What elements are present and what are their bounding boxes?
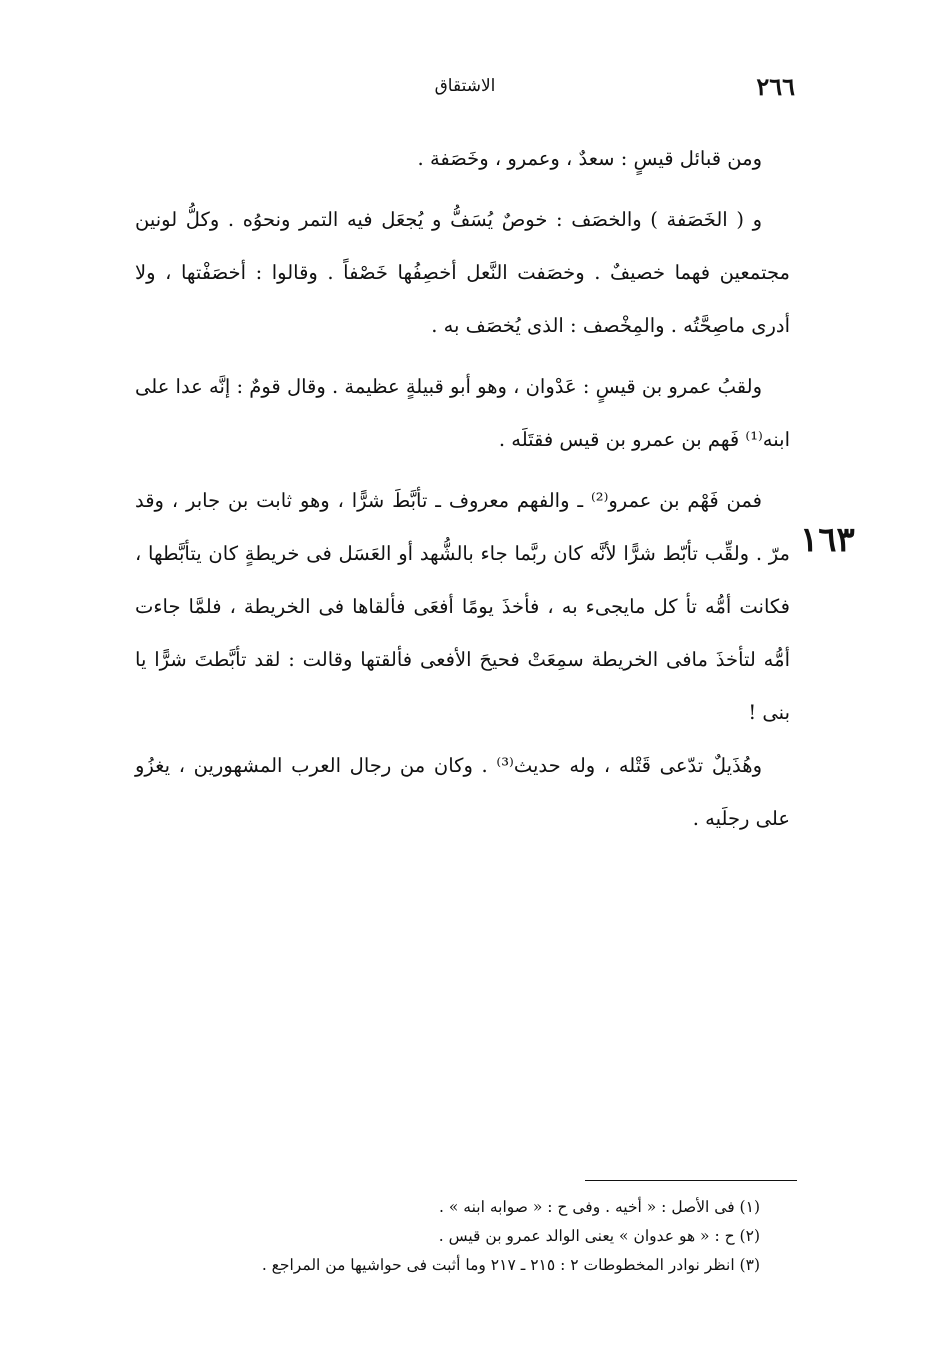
body-text bbox=[135, 132, 790, 845]
footnotes bbox=[120, 1193, 760, 1280]
paragraph-taabbata-sharran: فمن فَهْم بن عمرو⁽²⁾ ـ والفهم معروف ـ تأبَّطَ شرًّا ، وهو ثابت بن جابر ، وقد مرّ . ولقِّب تأبّط شرًّا لأنَّه كان ربَّما جاء بالشُّهد أو العَسَل فى خريطةٍ كان يتأبَّطها ، فكانت أمُّه تأ كل مايجىء به ، فأخذَ يومًا أفعَى فألقاها فى الخريطة ، فلمَّا جاءت أمُّه لتأخذَ مافى الخريطة سمِعَتْ فحيحَ الأفعى فألقتها وقالت : لقد تأبَّطتَ شرًّا يا بنى ! bbox=[135, 489, 790, 724]
paragraph-khasafa: و ( الخَصَفة ) والخصَف : خوصٌ يُسَفُّ و يُجعَل فيه التمر ونحوُه . وكلُّ لونين مجتمعين فهما خصيفٌ . وخصَفت النَّعل أخصِفُها خَصْفاً . وقالوا : أخصَفْتها ، ولا أدرى ماصِحَّتُه . والمِخْصف : الذى يُخصَف به . bbox=[135, 208, 790, 337]
paragraph-hudhayl: وهُذَيلٌ تدّعى قَتْله ، وله حديث⁽³⁾ . وكان من رجال العرب المشهورين ، يغزُو على رجلَيه . bbox=[135, 754, 790, 830]
paragraph-adwan: ولقبُ عمرو بن قيسٍ : عَدْوان ، وهو أبو قبيلةٍ عظيمة . وقال قومٌ : إنَّه عدا على ابنه⁽¹⁾ فَهم بن عمرو بن قيس فقتَلَه . bbox=[134, 375, 790, 451]
running-header bbox=[135, 72, 795, 102]
footnote-3: (٣) انظر نوادر المخطوطات ٢ : ٢١٥ ـ ٢١٧ وما أثبت فى حواشيها من المراجع . bbox=[261, 1256, 760, 1274]
margin-number: ١٦٣ bbox=[800, 520, 855, 560]
footnote-1: (١) فى الأصل : « أخيه . وفى ح : « صوابه ابنه » . bbox=[439, 1198, 760, 1216]
header-title: الاشتقاق bbox=[434, 76, 496, 96]
page-number: ٢٦٦ bbox=[756, 72, 795, 101]
footnote-divider bbox=[585, 1180, 797, 1181]
paragraph-qays-tribes: ومن قبائل قيسٍ : سعدٌ ، وعمرو ، وخَصَفة . bbox=[417, 147, 762, 170]
footnote-2: (٢) ح : « هو عدوان » يعنى الوالد عمرو بن قيس . bbox=[438, 1227, 760, 1245]
